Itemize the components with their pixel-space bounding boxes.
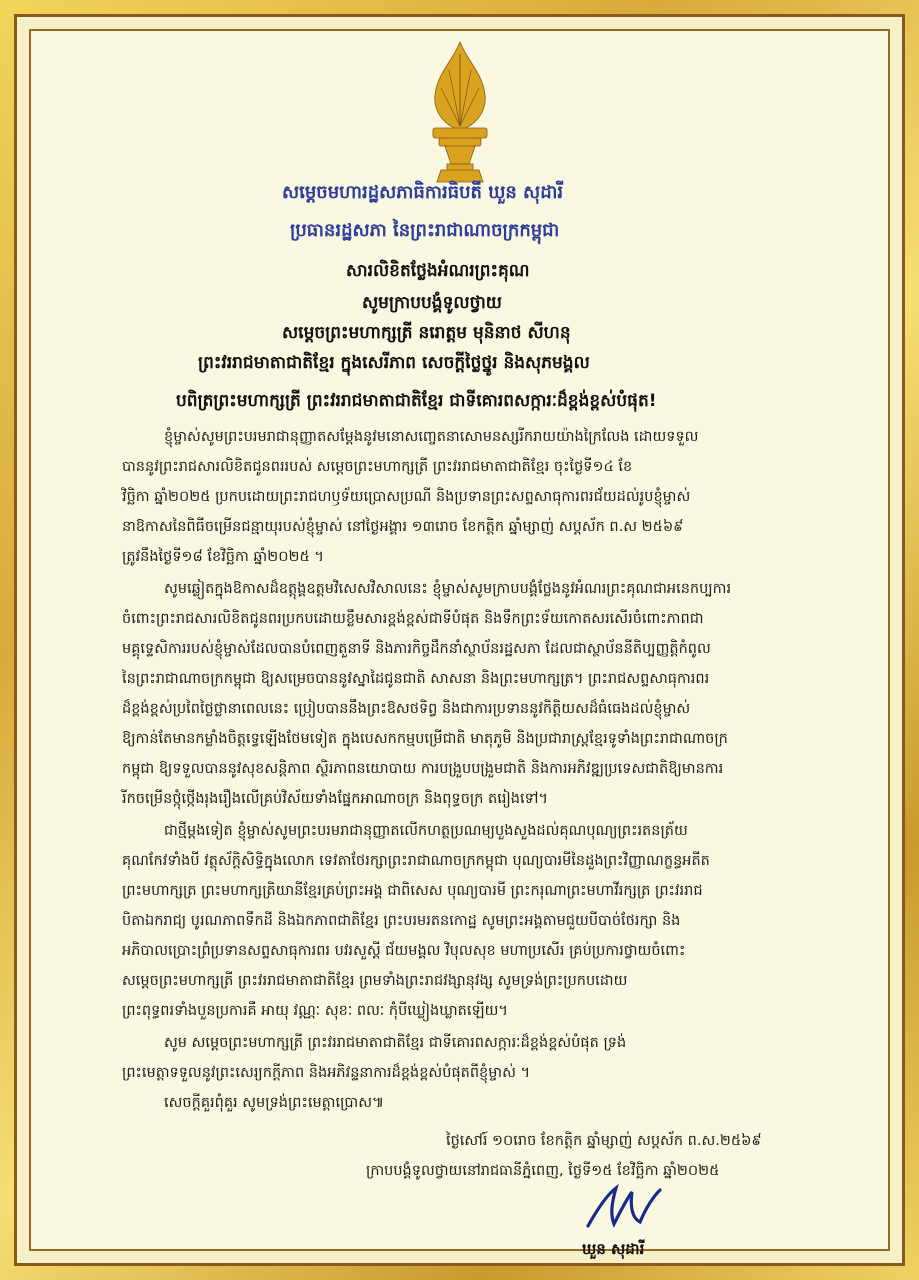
letter-heading: សារលិខិតថ្លែងអំណរព្រះគុណ xyxy=(346,261,530,281)
closing-date-place: ក្រាបបង្គំទូលថ្វាយនៅរាជធានីភ្នំពេញ, ថ្ងៃទី១៥ ខែវិច្ឆិកា ឆ្នាំ២០២៥ xyxy=(366,1163,720,1179)
body-line: គុណកែវទាំងបី វត្ថុស័ក្តិសិទ្ធិក្នុងលោក ទេវតាថែរក្សាព្រះរាជាណាចក្រកម្ពុជា បុណ្យបារមីនៃដួងព្រះវិញ្ញាណក្ខន្ធអតីត xyxy=(122,853,710,869)
body-line: ត្រូវនឹងថ្ងៃទី១៨ ខែវិច្ឆិកា ឆ្នាំ២០២៥ ។ xyxy=(122,549,324,565)
body-line: សូមឆ្លៀតក្នុងឱកាសដ៏ឧត្ដុង្គឧត្ដមវិសេសវិសាលនេះ ខ្ញុំម្ចាស់សូមក្រាបបង្គំថ្លែងនូវអំណរព្រះគុណជាអនេកប្បការ xyxy=(164,581,732,597)
recipient-name: សម្ដេចព្រះមហាក្សត្រី នរោត្តម មុនិនាថ សីហនុ xyxy=(282,323,571,343)
body-line: ឱ្យកាន់តែមានកម្លាំងចិត្តទ្វេឡើងថែមទៀត ក្នុងបេសកកម្មបម្រើជាតិ មាតុភូមិ និងប្រជារាស្ត្រខ្មែរទូទាំងព្រះរាជាណាចក្រ xyxy=(122,731,728,747)
closing-date-lunar: ថ្ងៃសៅរ៍ ១០រោច ខែកត្តិក ឆ្នាំម្សាញ់ សប្តស័ក ព.ស.២៥៦៩ xyxy=(446,1133,762,1149)
body-line: សម្ដេចព្រះមហាក្សត្រី ព្រះវររាជមាតាជាតិខ្មែរ ព្រមទាំងព្រះរាជវង្សានុវង្ស សូមទ្រង់ព្រះប្រកបដោយ xyxy=(122,973,628,989)
body-line: ព្រះមហាក្សត្រ ព្រះមហាក្សត្រិយានីខ្មែរគ្រប់ព្រះអង្គ ជាពិសេស បុណ្យបារមី ព្រះករុណាព្រះមហាវីរក្សត្រ ព្រះវររាជ xyxy=(122,883,703,899)
body-line: ដ៏ខ្ពង់ខ្ពស់ប្រពៃថ្លៃថ្លានាពេលនេះ ប្រៀបបាននឹងព្រះឱសថទិព្វ និងជាការប្រទាននូវកិត្តិយសដ៏ធំធេងដល់ខ្ញុំម្ចាស់ xyxy=(122,701,691,717)
body-line: ជាថ្មីម្ដងទៀត ខ្ញុំម្ចាស់សូមព្រះបរមរាជានុញ្ញាតលើកហត្ថប្រណម្យបួងសួងដល់គុណបុណ្យព្រះរតនត្រ័យ xyxy=(164,823,688,839)
salutation: បពិត្រព្រះមហាក្សត្រី ព្រះវររាជមាតាជាតិខ្មែរ ជាទីគោរពសក្ការៈដ៏ខ្ពង់ខ្ពស់បំផុត! xyxy=(176,391,657,411)
body-line: នាឱកាសនៃពិធីចម្រើនជន្មាយុរបស់ខ្ញុំម្ចាស់ នៅថ្ងៃអង្គារ ១៣រោច ខែកត្តិក ឆ្នាំម្សាញ់ សប្តស័ក ព.ស ២៥៦៩ xyxy=(122,519,684,535)
body-line: ព្រះពុទ្ធពរទាំងបួនប្រការគឺ អាយុ វណ្ណៈ សុខៈ ពលៈ កុំបីឃ្លៀងឃ្លាតឡើយ។ xyxy=(122,1003,508,1019)
body-line: មគ្គុទ្ទេសិការរបស់ខ្ញុំម្ចាស់ដែលបានបំពេញតួនាទី និងភារកិច្ចដឹកនាំស្ថាប័នរដ្ឋសភា ដែលជាស្ថាប័ននីតិប្បញ្ញត្តិកំពូល xyxy=(122,641,711,657)
signature-image xyxy=(580,1178,670,1238)
body-line: រីកចម្រើនថ្កុំថ្កើងរុងរឿងលើគ្រប់វិស័យទាំងផ្នែកអាណាចក្រ និងពុទ្ធចក្រ តរៀងទៅ។ xyxy=(122,791,548,807)
body-line: ខ្ញុំម្ចាស់សូមព្រះបរមរាជានុញ្ញាតសម្ដែងនូវមនោសញ្ចេតនាសោមនស្សរីករាយយ៉ាងក្រៃលែង ដោយទទួល xyxy=(164,429,699,445)
body-line: បិតាឯករាជ្យ បូរណភាពទឹកដី និងឯកភាពជាតិខ្មែរ ព្រះបរមរតនកោដ្ឋ សូមព្រះអង្គតាមជួយបីបាច់ថែរក្សា និង xyxy=(122,913,681,929)
body-line: សេចក្ដីគួរពុំគួរ សូមទ្រង់ព្រះមេត្តាប្រោស៕ xyxy=(164,1095,385,1111)
recipient-title: ព្រះវររាជមាតាជាតិខ្មែរ ក្នុងសេរីភាព សេចក្ដីថ្លៃថ្នូរ និងសុភមង្គល xyxy=(198,353,590,373)
body-line: សូម សម្ដេចព្រះមហាក្សត្រី ព្រះវររាជមាតាជាតិខ្មែរ ជាទីគោរពសក្ការៈដ៏ខ្ពង់ខ្ពស់បំផុត ទ្រង់ xyxy=(164,1035,627,1051)
sender-name: សម្ដេចមហារដ្ឋសភាធិការធិបតី ឃួន សុដារី xyxy=(282,182,564,203)
signer-name: ឃួន សុដារី xyxy=(582,1240,645,1258)
body-line: ចំពោះព្រះរាជសារលិខិតជូនពរប្រកបដោយខ្លឹមសារខ្ពង់ខ្ពស់ជាទីបំផុត និងទឹកព្រះទ័យកោតសរសើរចំពោះភាពជា xyxy=(122,611,704,627)
body-line: នៃព្រះរាជាណាចក្រកម្ពុជា ឱ្យសម្រេចបាននូវស្នាដៃជូនជាតិ សាសនា និងព្រះមហាក្សត្រ។ ព្រះរាជសព្ទសាធុការពរ xyxy=(122,671,710,687)
body-line: វិច្ឆិកា ឆ្នាំ២០២៥ ប្រកបដោយព្រះរាជហឫទ័យប្រោសប្រណី និងប្រទានព្រះសព្ទសាធុការពរជ័យដល់រូបខ្ញុំម្ចាស់ xyxy=(122,489,691,505)
emblem-icon xyxy=(405,40,515,190)
sender-title: ប្រធានរដ្ឋសភា នៃព្រះរាជាណាចក្រកម្ពុជា xyxy=(290,220,560,241)
body-line: ព្រះមេត្តាទទួលនូវព្រះសេរ្យកក្ដីភាព និងអភិវន្ទនាការដ៏ខ្ពង់ខ្ពស់បំផុតពីខ្ញុំម្ចាស់ ។ xyxy=(122,1065,531,1081)
recipient-intro: សូមក្រាបបង្គំទូលថ្វាយ xyxy=(362,293,502,313)
body-line: កម្ពុជា ឱ្យទទួលបាននូវសុខសន្តិភាព ស្ថិរភាពនយោបាយ ការបង្រួបបង្រួមជាតិ និងការអភិវឌ្ឍប្រទេសជាតិឱ្យមានការ xyxy=(122,761,724,777)
body-line: បាននូវព្រះរាជសារលិខិតជូនពររបស់ សម្ដេចព្រះមហាក្សត្រី ព្រះវររាជមាតាជាតិខ្មែរ ចុះថ្ងៃទី១៤ ខែ xyxy=(122,459,633,475)
body-line: អភិបាលប្រោះព្រំប្រទានសព្ទសាធុការពរ បវរសួស្ដី ជ័យមង្គល វិបុលសុខ មហាប្រសើរ គ្រប់ប្រការថ្វាយចំពោះ xyxy=(122,943,686,959)
